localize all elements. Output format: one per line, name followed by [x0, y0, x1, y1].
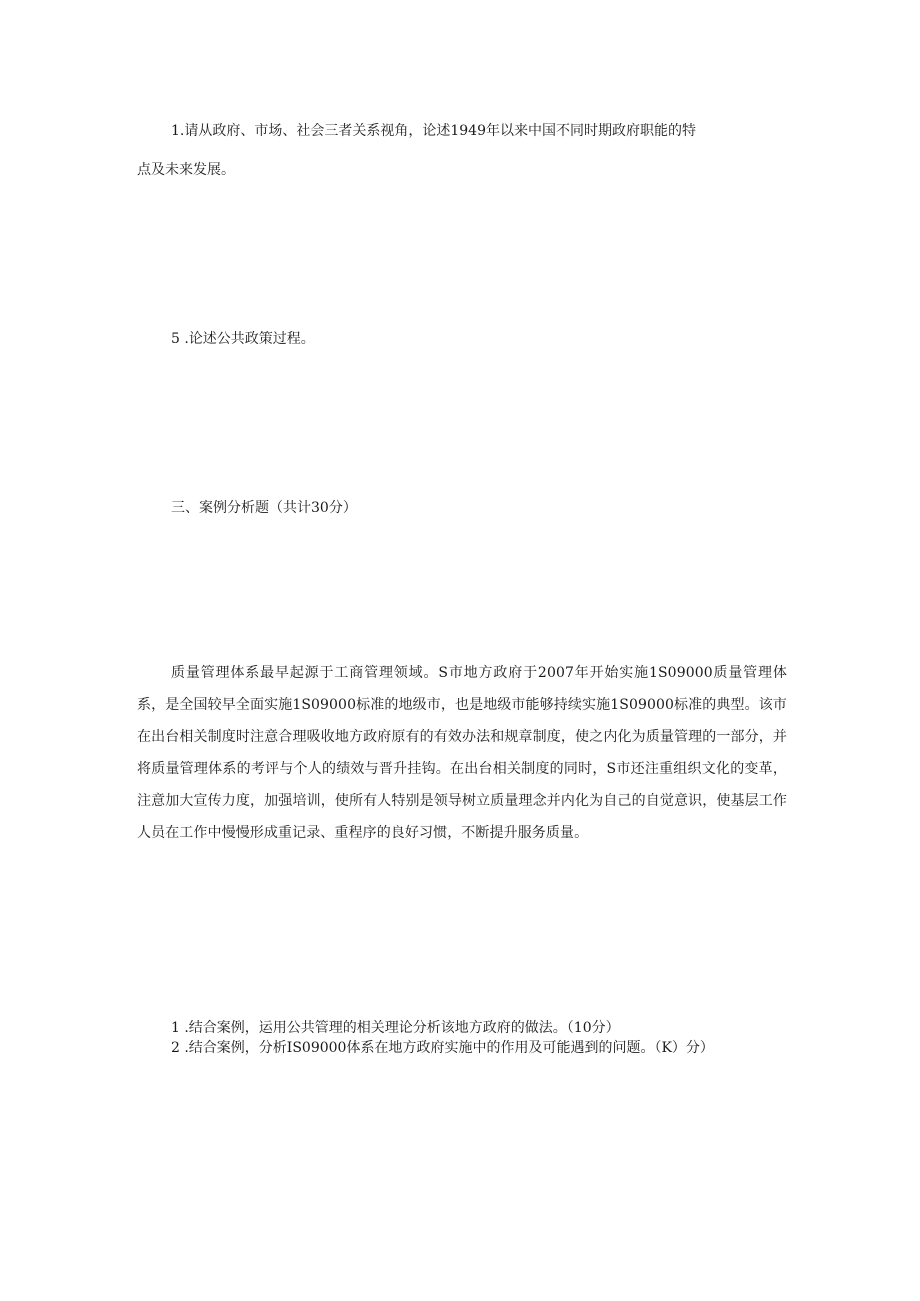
case-text-paragraph: 质量管理体系最早起源于工商管理领域。S市地方政府于2007年开始实施1S09000质量管理体系，是全国较早全面实施1S09000标准的地级市，也是地级市能够持续实施1S09000标准的典型。该市在出台相关制度时注意合理吸收地方政府原有的有效办法和规章制度，使之内化为质量管理的一部分，并将质量管理体系的考评与个人的绩效与晋升挂钩。在出台相关制度的同时，S市还注重组织文化的变革，注意加大宣传力度，加强培训，使所有人特别是领导树立质量理念并内化为自己的自觉意识，使基层工作人员在工作中慢慢形成重记录、重程序的良好习惯，不断提升服务质量。 [137, 665, 787, 841]
essay-question-1-line-1: 1.请从政府、市场、社会三者关系视角，论述1949年以来中国不同时期政府职能的特 [171, 123, 696, 139]
case-question-1: 1 .结合案例，运用公共管理的相关理论分析该地方政府的做法。（10分） [171, 1020, 620, 1036]
case-question-2: 2 .结合案例，分析IS09000体系在地方政府实施中的作用及可能遇到的问题。（K）分） [171, 1040, 714, 1056]
essay-question-5: 5 .论述公共政策过程。 [171, 331, 315, 347]
section-3-heading: 三、案例分析题（共计30分） [171, 500, 357, 516]
essay-question-1-line-2: 点及未来发展。 [137, 162, 235, 178]
